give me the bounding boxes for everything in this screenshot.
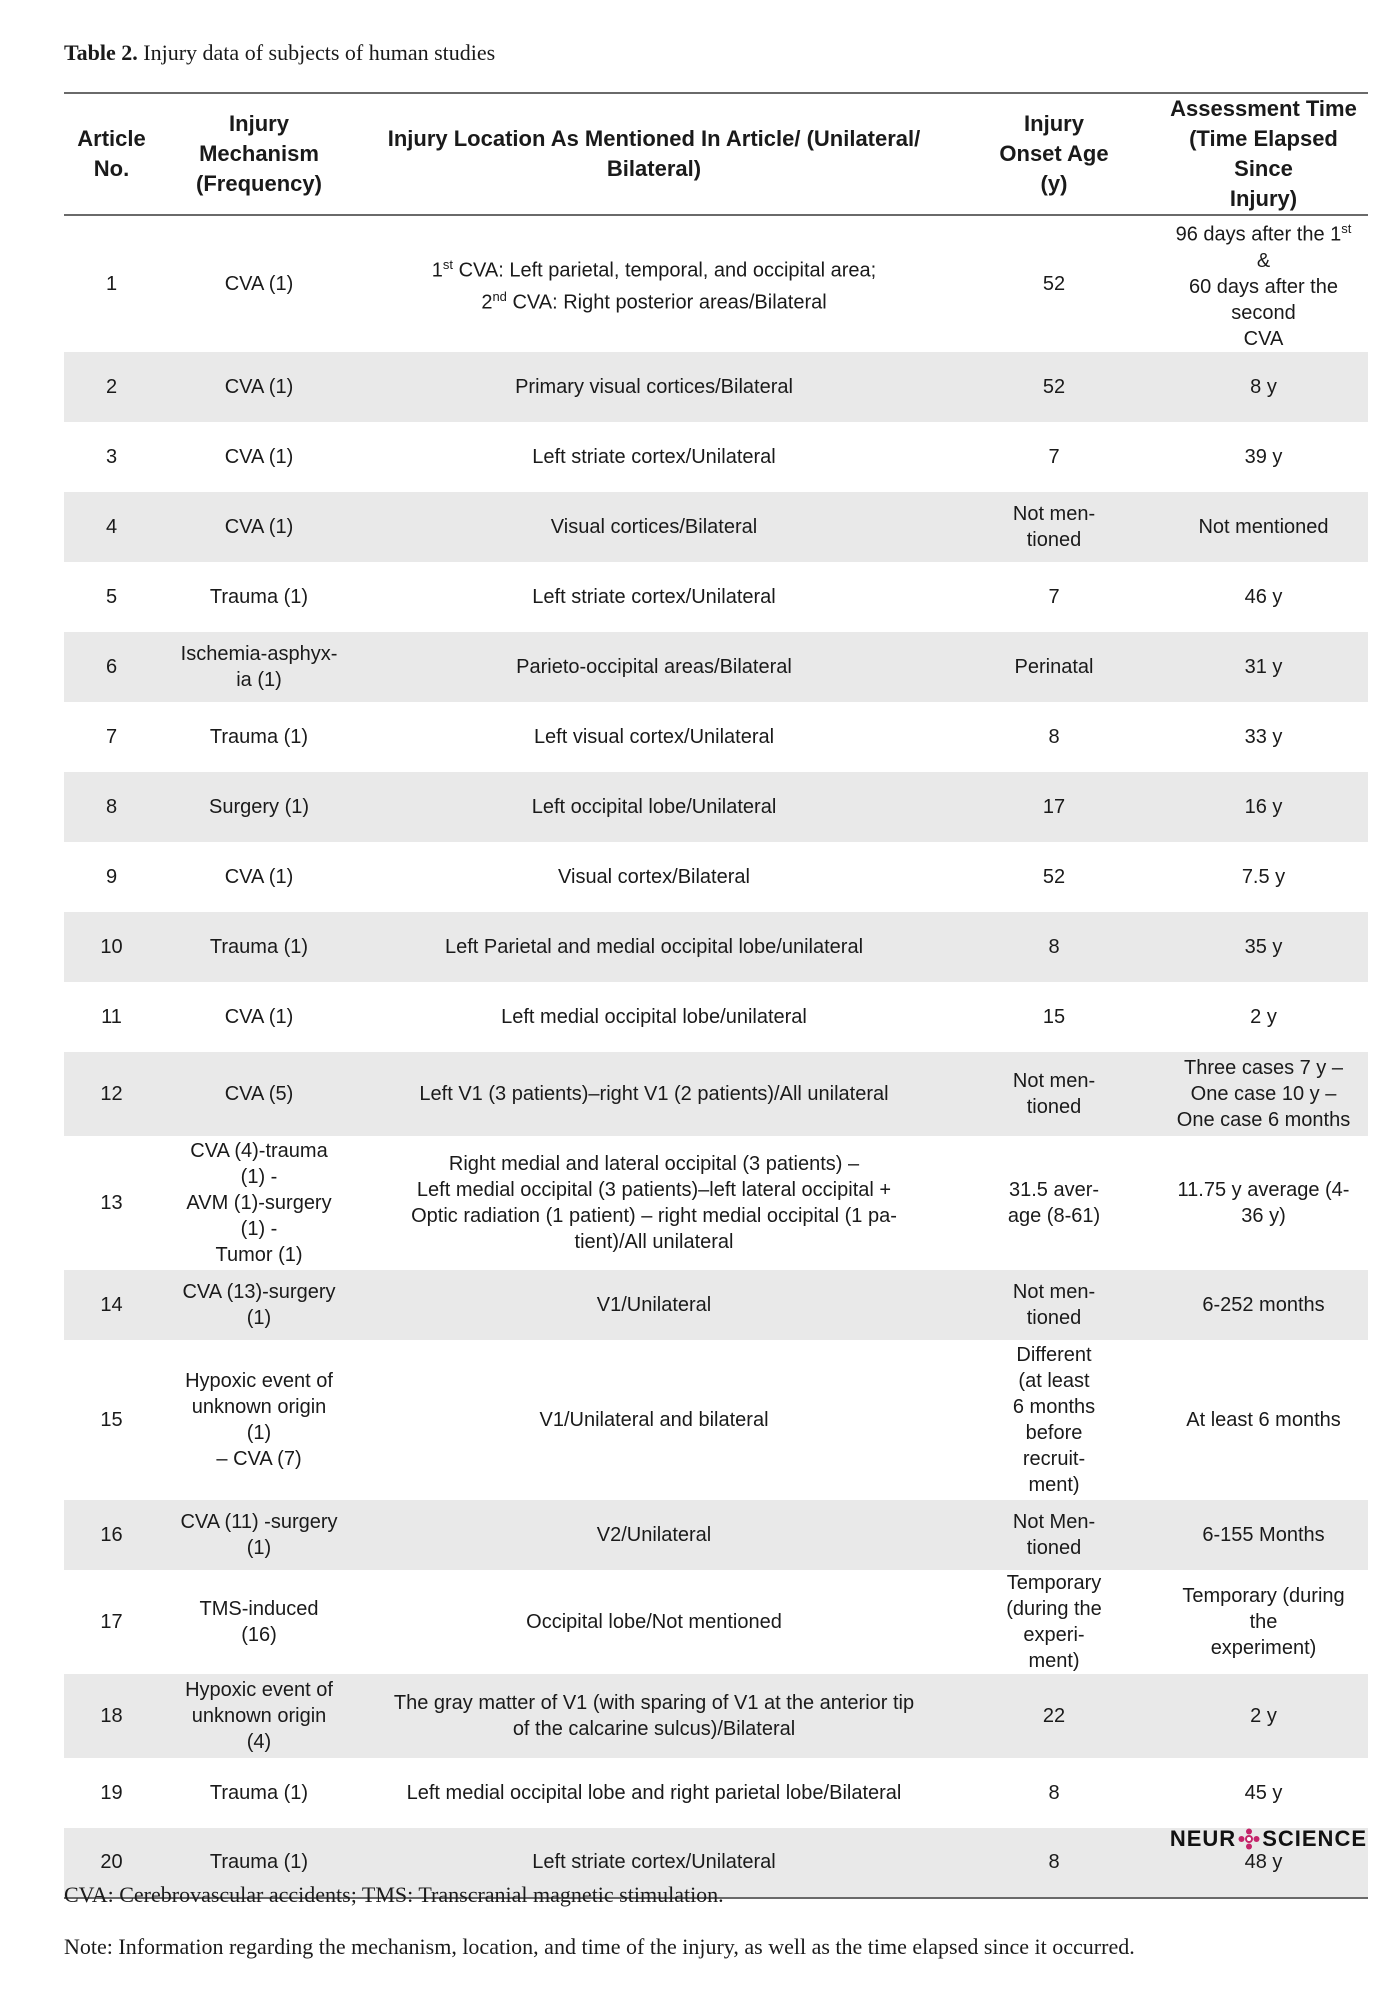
table-row — [64, 492, 1368, 562]
cell-line: 2 y — [1250, 1704, 1277, 1727]
table-row — [64, 352, 1368, 422]
cell-line: CVA (1) — [224, 865, 294, 888]
cell-onset-age — [949, 1758, 1159, 1828]
cell-line: Not Men- — [1012, 1510, 1096, 1533]
cell-article-no: 20 — [100, 1851, 123, 1874]
cell-line: 60 days after the second — [1189, 275, 1338, 324]
cell-article-no: 15 — [100, 1408, 123, 1431]
cell-onset-age — [949, 562, 1159, 632]
cell-onset-age — [949, 632, 1159, 702]
cell-article-no: 9 — [105, 865, 118, 888]
cell-article-no: 3 — [105, 445, 118, 468]
cell-location — [359, 912, 949, 982]
cell-line: Left occipital lobe/Unilateral — [531, 795, 777, 818]
cell-onset-age — [949, 422, 1159, 492]
cell-line: 31 y — [1244, 655, 1283, 678]
injury-data-table — [64, 92, 1368, 1899]
abbreviations-note: CVA: Cerebrovascular accidents; TMS: Transcranial magnetic stimulation. — [64, 1882, 724, 1907]
table-body — [64, 215, 1368, 1898]
cell-line: At least 6 months — [1186, 1408, 1341, 1431]
cell-line: V2/Unilateral — [596, 1523, 712, 1546]
cell-assessment-time — [1159, 842, 1368, 912]
cell-line: (4) — [246, 1730, 272, 1753]
cell-line: 7.5 y — [1241, 865, 1286, 888]
cell-location — [359, 492, 949, 562]
cell-line: 52 — [1042, 375, 1066, 398]
cell-line: TMS-induced — [199, 1597, 319, 1620]
header-article-no: Article No. — [77, 126, 146, 181]
cell-line: 96 days after the 1st & — [1175, 221, 1352, 272]
table-row — [64, 1758, 1368, 1828]
cell-line: 33 y — [1244, 725, 1283, 748]
cell-assessment-time — [1159, 562, 1368, 632]
table-row — [64, 215, 1368, 352]
cell-line: Perinatal — [1014, 655, 1094, 678]
cell-line: Trauma (1) — [209, 1781, 309, 1804]
cell-assessment-time — [1159, 492, 1368, 562]
cell-line: Optic radiation (1 patient) – right medial occipital (1 pa- — [411, 1204, 897, 1227]
cell-mechanism — [159, 1570, 359, 1674]
cell-line: tioned — [1026, 1306, 1082, 1329]
cell-location — [359, 1758, 949, 1828]
table-row — [64, 982, 1368, 1052]
cell-mechanism — [159, 562, 359, 632]
cell-line: V1/Unilateral — [596, 1293, 712, 1316]
cell-line: Left striate cortex/Unilateral — [532, 585, 776, 608]
cell-location — [359, 1500, 949, 1570]
cell-line: Occipital lobe/Not mentioned — [526, 1610, 782, 1633]
cell-line: 7 — [1048, 445, 1060, 468]
cell-location — [359, 1570, 949, 1674]
brain-icon — [1238, 1828, 1260, 1850]
cell-line: CVA (13)-surgery — [182, 1280, 336, 1303]
cell-line: One case 6 months — [1176, 1108, 1351, 1131]
cell-onset-age — [949, 842, 1159, 912]
cell-line: 52 — [1042, 272, 1066, 295]
cell-line: (16) — [241, 1623, 277, 1646]
table-row — [64, 702, 1368, 772]
table-caption-text: Injury data of subjects of human studies — [137, 40, 496, 65]
cell-line: CVA — [1243, 327, 1284, 350]
cell-assessment-time — [1159, 702, 1368, 772]
cell-location — [359, 1052, 949, 1136]
cell-line: 17 — [1042, 795, 1066, 818]
cell-line: 22 — [1042, 1704, 1066, 1727]
cell-location — [359, 1340, 949, 1500]
cell-line: (during the — [1006, 1597, 1102, 1620]
cell-line: ia (1) — [236, 668, 282, 691]
cell-location — [359, 842, 949, 912]
cell-line: 45 y — [1244, 1781, 1283, 1804]
cell-line: 39 y — [1244, 445, 1283, 468]
cell-assessment-time — [1159, 632, 1368, 702]
cell-assessment-time — [1159, 1758, 1368, 1828]
logo-text-right: SCIENCE — [1262, 1826, 1367, 1851]
cell-line: 6-252 months — [1202, 1293, 1325, 1316]
cell-location — [359, 422, 949, 492]
cell-mechanism — [159, 1270, 359, 1340]
cell-mechanism — [159, 352, 359, 422]
cell-line: One case 10 y – — [1190, 1082, 1337, 1105]
cell-line: (1) — [246, 1421, 272, 1444]
cell-mechanism — [159, 912, 359, 982]
cell-line: Left striate cortex/Unilateral — [532, 445, 776, 468]
cell-line: Hypoxic event of — [185, 1678, 333, 1701]
cell-article-no: 18 — [100, 1704, 123, 1727]
cell-assessment-time — [1159, 215, 1368, 352]
cell-onset-age — [949, 1674, 1159, 1758]
cell-line: Left medial occipital (3 patients)–left lateral occipital + — [416, 1178, 892, 1201]
cell-line: Left V1 (3 patients)–right V1 (2 patients)/All unilateral — [419, 1082, 889, 1105]
cell-line: Visual cortices/Bilateral — [550, 515, 758, 538]
cell-line: 6-155 Months — [1202, 1523, 1325, 1546]
cell-line: Not men- — [1012, 502, 1096, 525]
cell-line: 1st CVA: Left parietal, temporal, and occipital area; — [431, 257, 877, 282]
cell-line: Primary visual cortices/Bilateral — [515, 375, 793, 398]
table-caption — [64, 40, 495, 66]
cell-line: experi- — [1023, 1623, 1085, 1646]
cell-line: (1) — [246, 1536, 272, 1559]
cell-article-no: 10 — [100, 935, 123, 958]
table-row — [64, 842, 1368, 912]
table-row — [64, 1052, 1368, 1136]
cell-line: Right medial and lateral occipital (3 patients) – — [448, 1152, 860, 1175]
cell-onset-age — [949, 492, 1159, 562]
cell-mechanism — [159, 422, 359, 492]
cell-article-no: 12 — [100, 1082, 123, 1105]
cell-location — [359, 772, 949, 842]
cell-mechanism — [159, 1758, 359, 1828]
cell-line: Not mentioned — [1198, 515, 1329, 538]
cell-onset-age — [949, 1270, 1159, 1340]
table-header-row — [64, 93, 1368, 215]
cell-line: CVA (1) — [224, 375, 294, 398]
cell-line: (1) — [246, 1306, 272, 1329]
cell-line: 8 — [1048, 935, 1060, 958]
cell-line: (1) - — [240, 1217, 278, 1240]
cell-line: 8 — [1048, 725, 1060, 748]
cell-assessment-time — [1159, 1340, 1368, 1500]
cell-line: 15 — [1042, 1005, 1066, 1028]
cell-line: Surgery (1) — [208, 795, 310, 818]
cell-location — [359, 215, 949, 352]
cell-onset-age — [949, 1052, 1159, 1136]
cell-article-no: 13 — [100, 1191, 123, 1214]
cell-line: 8 — [1048, 1781, 1060, 1804]
cell-line: Trauma (1) — [209, 725, 309, 748]
cell-line: (at least — [1018, 1369, 1090, 1392]
cell-line: 8 y — [1250, 375, 1277, 398]
cell-line: Left Parietal and medial occipital lobe/unilateral — [444, 935, 864, 958]
cell-line: of the calcarine sulcus)/Bilateral — [512, 1717, 796, 1740]
cell-location — [359, 632, 949, 702]
cell-line: 35 y — [1244, 935, 1283, 958]
cell-line: V1/Unilateral and bilateral — [539, 1408, 769, 1431]
cell-line: CVA (5) — [224, 1082, 294, 1105]
cell-article-no: 16 — [100, 1523, 123, 1546]
cell-line: tioned — [1026, 1536, 1082, 1559]
cell-line: 7 — [1048, 585, 1060, 608]
cell-line: experiment) — [1210, 1636, 1317, 1659]
cell-line: unknown origin — [191, 1395, 327, 1418]
cell-line: The gray matter of V1 (with sparing of V1 at the anterior tip — [393, 1691, 915, 1714]
cell-mechanism — [159, 492, 359, 562]
cell-mechanism — [159, 1674, 359, 1758]
cell-line: 48 y — [1244, 1851, 1283, 1874]
cell-article-no: 7 — [105, 725, 118, 748]
cell-assessment-time — [1159, 1270, 1368, 1340]
cell-article-no: 8 — [105, 795, 118, 818]
cell-line: Trauma (1) — [209, 585, 309, 608]
cell-line: 46 y — [1244, 585, 1283, 608]
cell-line: Trauma (1) — [209, 1851, 309, 1874]
header-injury-location: Injury Location As Mentioned In Article/ (Unilateral/ Bilateral) — [387, 126, 921, 181]
table-row — [64, 632, 1368, 702]
cell-line: Parieto-occipital areas/Bilateral — [516, 655, 792, 678]
cell-assessment-time — [1159, 1052, 1368, 1136]
logo-text-left: NEUR — [1169, 1826, 1237, 1851]
cell-line: Not men- — [1012, 1280, 1096, 1303]
table-row — [64, 912, 1368, 982]
cell-line: Tumor (1) — [215, 1243, 303, 1266]
cell-assessment-time — [1159, 1570, 1368, 1674]
cell-line: Hypoxic event of — [185, 1369, 333, 1392]
cell-article-no: 4 — [105, 515, 118, 538]
cell-line: (1) - — [240, 1165, 278, 1188]
cell-article-no: 19 — [100, 1781, 123, 1804]
cell-line: Trauma (1) — [209, 935, 309, 958]
cell-assessment-time — [1159, 912, 1368, 982]
cell-line: 8 — [1048, 1851, 1060, 1874]
cell-assessment-time — [1159, 1136, 1368, 1270]
cell-line: – CVA (7) — [216, 1447, 302, 1470]
table-row — [64, 1270, 1368, 1340]
table-row — [64, 1500, 1368, 1570]
cell-onset-age — [949, 1828, 1159, 1898]
cell-line: unknown origin — [191, 1704, 327, 1727]
cell-line: Ischemia-asphyx- — [180, 642, 338, 665]
cell-location — [359, 1674, 949, 1758]
cell-location — [359, 1270, 949, 1340]
header-injury-mechanism: Injury Mechanism (Frequency) — [196, 111, 322, 196]
table-row — [64, 562, 1368, 632]
cell-line: tient)/All unilateral — [574, 1230, 734, 1253]
cell-line: 2 y — [1250, 1005, 1277, 1028]
cell-line: 16 y — [1244, 795, 1283, 818]
cell-assessment-time — [1159, 422, 1368, 492]
cell-line: 6 months — [1012, 1395, 1096, 1418]
cell-line: CVA (1) — [224, 272, 294, 295]
cell-line: Left medial occipital lobe and right parietal lobe/Bilateral — [406, 1781, 902, 1804]
cell-mechanism — [159, 1052, 359, 1136]
cell-onset-age — [949, 1340, 1159, 1500]
header-onset-age: Injury Onset Age (y) — [999, 111, 1109, 196]
cell-line: Left visual cortex/Unilateral — [533, 725, 775, 748]
cell-line: 11.75 y average (4-36 y) — [1177, 1178, 1350, 1227]
cell-line: CVA (4)-trauma — [190, 1139, 328, 1162]
cell-line: ment) — [1028, 1473, 1080, 1496]
cell-line: Not men- — [1012, 1069, 1096, 1092]
cell-line: Temporary (during the — [1182, 1584, 1345, 1633]
cell-assessment-time — [1159, 1674, 1368, 1758]
cell-article-no: 11 — [101, 1005, 122, 1028]
cell-article-no: 2 — [105, 375, 118, 398]
cell-location — [359, 352, 949, 422]
cell-mechanism — [159, 1340, 359, 1500]
cell-line: before — [1025, 1421, 1083, 1444]
cell-onset-age — [949, 1136, 1159, 1270]
cell-article-no: 6 — [105, 655, 118, 678]
cell-line: ment) — [1028, 1649, 1080, 1672]
cell-onset-age — [949, 1500, 1159, 1570]
table-row — [64, 772, 1368, 842]
cell-location — [359, 702, 949, 772]
cell-onset-age — [949, 772, 1159, 842]
cell-line: Left medial occipital lobe/unilateral — [501, 1005, 807, 1028]
cell-location — [359, 982, 949, 1052]
cell-onset-age — [949, 702, 1159, 772]
cell-line: 2nd CVA: Right posterior areas/Bilateral — [481, 288, 827, 314]
cell-onset-age — [949, 215, 1159, 352]
cell-mechanism — [159, 772, 359, 842]
cell-location — [359, 562, 949, 632]
cell-assessment-time — [1159, 982, 1368, 1052]
cell-onset-age — [949, 912, 1159, 982]
cell-article-no: 5 — [105, 585, 118, 608]
table-row — [64, 1340, 1368, 1500]
header-assessment-time: Assessment Time (Time Elapsed Since Injury) — [1170, 96, 1357, 211]
cell-line: Temporary — [1006, 1571, 1102, 1594]
cell-article-no: 17 — [100, 1610, 123, 1633]
cell-line: Visual cortex/Bilateral — [558, 865, 750, 888]
table-row — [64, 422, 1368, 492]
cell-line: Left striate cortex/Unilateral — [532, 1851, 776, 1874]
cell-onset-age — [949, 982, 1159, 1052]
cell-line: 31.5 aver- — [1008, 1178, 1100, 1201]
cell-line: CVA (1) — [224, 515, 294, 538]
cell-assessment-time — [1159, 352, 1368, 422]
cell-article-no: 1 — [105, 272, 118, 295]
cell-location — [359, 1136, 949, 1270]
cell-mechanism — [159, 1136, 359, 1270]
table-row — [64, 1674, 1368, 1758]
cell-line: tioned — [1026, 528, 1082, 551]
cell-line: CVA (1) — [224, 445, 294, 468]
cell-onset-age — [949, 1570, 1159, 1674]
cell-assessment-time — [1159, 1500, 1368, 1570]
cell-mechanism — [159, 982, 359, 1052]
cell-assessment-time — [1159, 772, 1368, 842]
cell-line: CVA (1) — [224, 1005, 294, 1028]
neuroscience-logo — [1170, 1826, 1367, 1852]
cell-mechanism — [159, 215, 359, 352]
cell-mechanism — [159, 842, 359, 912]
cell-line: AVM (1)-surgery — [186, 1191, 332, 1214]
cell-line: 52 — [1042, 865, 1066, 888]
cell-article-no: 14 — [100, 1293, 123, 1316]
table-row — [64, 1570, 1368, 1674]
table-caption-label: Table 2. — [64, 40, 138, 65]
cell-line: tioned — [1026, 1095, 1082, 1118]
cell-line: Different — [1016, 1343, 1092, 1366]
cell-mechanism — [159, 702, 359, 772]
cell-line: CVA (11) -surgery — [180, 1510, 338, 1533]
footnote: Note: Information regarding the mechanism, location, and time of the injury, as well as the time elapsed since it occurred. — [64, 1934, 1135, 1959]
cell-mechanism — [159, 1500, 359, 1570]
cell-mechanism — [159, 632, 359, 702]
cell-line: Three cases 7 y – — [1184, 1056, 1343, 1079]
cell-line: recruit- — [1022, 1447, 1086, 1470]
cell-onset-age — [949, 352, 1159, 422]
cell-line: age (8-61) — [1007, 1204, 1101, 1227]
table-row — [64, 1136, 1368, 1270]
